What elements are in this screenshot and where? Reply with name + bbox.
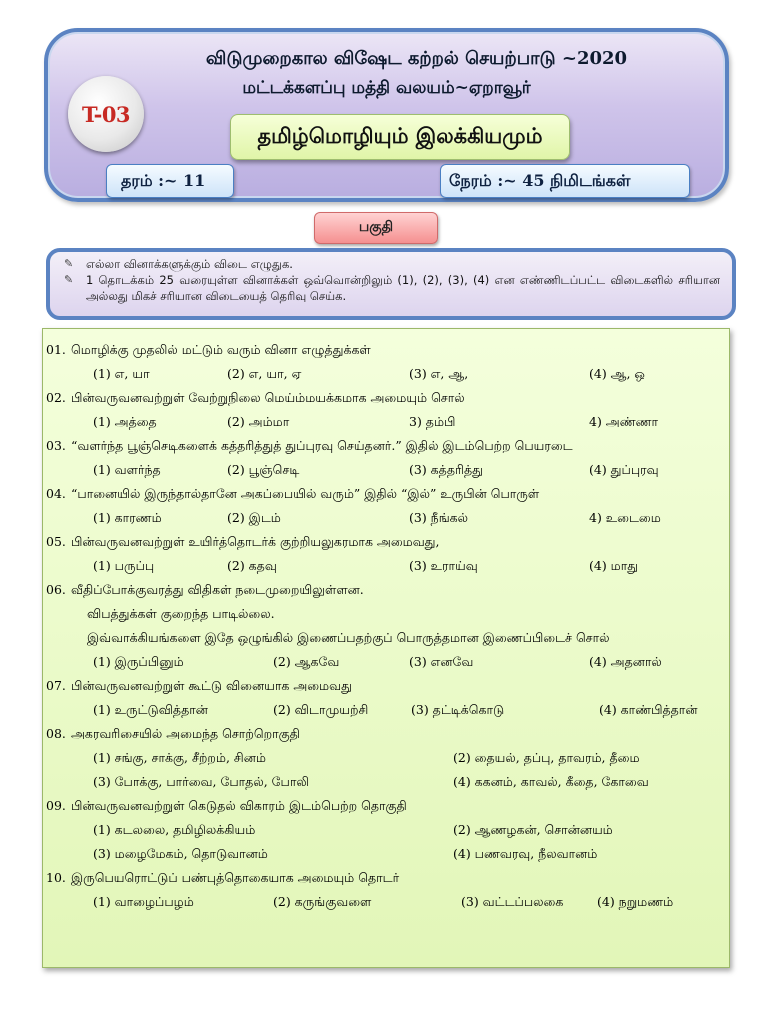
instruction-item	[64, 272, 720, 304]
instructions-box	[46, 248, 736, 320]
option[interactable]: (1) கடலலை, தமிழிலக்கியம்	[93, 822, 256, 837]
question-row	[43, 795, 729, 819]
option[interactable]: (1) வாழைப்பழம்	[93, 894, 194, 909]
options-row	[43, 747, 729, 771]
question-number: 08.	[46, 726, 66, 741]
question-number: 05.	[46, 534, 66, 549]
options-row	[43, 555, 729, 579]
option[interactable]: (4) மாது	[589, 558, 639, 573]
question-text: பின்வருவனவற்றுள் வேற்றுநிலை மெய்ம்மயக்கமாக அமையும் சொல்	[71, 390, 465, 405]
option[interactable]: (4) பணவரவு, நீலவானம்	[453, 846, 598, 861]
option[interactable]: (4) காண்பித்தான்	[599, 702, 698, 717]
question-row	[43, 435, 729, 459]
options-row	[43, 843, 729, 867]
option[interactable]: (3) எ, ஆ,	[409, 366, 469, 381]
question-text: அகரவரிசையில் அமைந்த சொற்றொகுதி	[71, 726, 300, 741]
question-text: “பானையில் இருந்தால்தானே அகப்பையில் வரும்” இதில் “இல்” உருபின் பொருள்	[71, 486, 540, 501]
option[interactable]: (2) அம்மா	[227, 414, 290, 429]
question-text: பின்வருவனவற்றுள் கூட்டு வினையாக அமைவது	[71, 678, 352, 693]
paper-code-badge: T-03	[68, 76, 144, 152]
header-title-line2: மட்டக்களப்பு மத்தி வலயம்~ஏறாவூர்	[242, 78, 531, 98]
option[interactable]: (2) கதவு	[227, 558, 277, 573]
subject-title: தமிழ்மொழியும் இலக்கியமும்	[230, 114, 570, 160]
question-number: 04.	[46, 486, 66, 501]
option[interactable]: (4) ககனம், காவல், கீதை, கோவை	[453, 774, 649, 789]
question-number: 10.	[46, 870, 66, 885]
question-continuation	[43, 603, 729, 627]
question-row	[43, 339, 729, 363]
option[interactable]: (2) விடாமுயற்சி	[273, 702, 369, 717]
question-text: “வளர்ந்த பூஞ்செடிகளைக் கத்தரித்துத் துப்புரவு செய்தனர்.” இதில் இடம்பெற்ற பெயரடை	[71, 438, 573, 453]
options-row	[43, 771, 729, 795]
option[interactable]: (2) ஆணழகன், சொன்னயம்	[453, 822, 613, 837]
options-row	[43, 699, 729, 723]
question-number: 03.	[46, 438, 66, 453]
question-text: வீதிப்போக்குவரத்து விதிகள் நடைமுறையிலுள்ளன.	[71, 582, 364, 597]
question-number: 07.	[46, 678, 66, 693]
option[interactable]: (4) துப்புரவு	[589, 462, 659, 477]
instruction-text: எல்லா வினாக்களுக்கும் விடை எழுதுக.	[86, 257, 293, 271]
question-text: பின்வருவனவற்றுள் கெடுதல் விகாரம் இடம்பெற்ற தொகுதி	[71, 798, 407, 813]
question-row	[43, 483, 729, 507]
option[interactable]: (1) அத்தை	[93, 414, 157, 429]
option[interactable]: (3) எனவே	[409, 654, 474, 669]
header-title-line1: விடுமுறைகால விஷேட கற்றல் செயற்பாடு ~2020	[205, 48, 628, 69]
option[interactable]: (3) உராய்வு	[409, 558, 478, 573]
option[interactable]: (3) போக்கு, பார்வை, போதல், போலி	[93, 774, 310, 789]
question-number: 02.	[46, 390, 66, 405]
option[interactable]: (3) வட்டப்பலகை	[461, 894, 564, 909]
question-row	[43, 387, 729, 411]
grade-label: தரம் :~ 11	[106, 164, 234, 198]
option[interactable]: (1) எ, யா	[93, 366, 150, 381]
question-number: 06.	[46, 582, 66, 597]
option[interactable]: (2) கருங்குவளை	[273, 894, 372, 909]
option[interactable]: (3) கத்தரித்து	[409, 462, 483, 477]
pencil-bullet-icon: ✎	[64, 273, 74, 286]
option[interactable]: (1) வளர்ந்த	[93, 462, 161, 477]
options-row	[43, 411, 729, 435]
questions-panel	[42, 328, 730, 968]
question-text-line: விபத்துக்கள் குறைந்த பாடில்லை.	[87, 606, 275, 621]
option[interactable]: (2) ஆகவே	[273, 654, 340, 669]
option[interactable]: (3) நீங்கல்	[409, 510, 469, 525]
option[interactable]: (1) பருப்பு	[93, 558, 155, 573]
question-row	[43, 723, 729, 747]
option[interactable]: (3) மழைமேகம், தொடுவானம்	[93, 846, 268, 861]
question-text: இருபெயரொட்டுப் பண்புத்தொகையாக அமையும் தொடர்	[71, 870, 400, 885]
option[interactable]: 4) உடைமை	[589, 510, 661, 525]
option[interactable]: (1) இருப்பினும்	[93, 654, 184, 669]
option[interactable]: (4) ஆ, ஒ	[589, 366, 645, 381]
options-row	[43, 459, 729, 483]
instruction-item	[64, 256, 720, 272]
option[interactable]: (2) தையல், தப்பு, தாவரம், தீமை	[453, 750, 640, 765]
option[interactable]: (2) இடம்	[227, 510, 281, 525]
question-row	[43, 579, 729, 603]
instruction-text: 1 தொடக்கம் 25 வரையுள்ள வினாக்கள் ஒவ்வொன்றிலும் (1), (2), (3), (4) என எண்ணிடப்பட்ட விடைகளில் சரியான அல்லது மிகச் சரியான விடையைத் தெரிவு செய்க.	[86, 273, 720, 303]
part-label: பகுதி	[314, 212, 438, 244]
option[interactable]: (1) காரணம்	[93, 510, 162, 525]
option[interactable]: (4) அதனால்	[589, 654, 662, 669]
option[interactable]: (1) சங்கு, சாக்கு, சீற்றம், சினம்	[93, 750, 266, 765]
option[interactable]: (2) எ, யா, ஏ	[227, 366, 302, 381]
options-row	[43, 891, 729, 915]
question-row	[43, 531, 729, 555]
options-row	[43, 363, 729, 387]
header-banner	[44, 28, 729, 202]
question-row	[43, 867, 729, 891]
options-row	[43, 819, 729, 843]
question-number: 01.	[46, 342, 66, 357]
option[interactable]: (4) நறுமணம்	[597, 894, 674, 909]
question-row	[43, 675, 729, 699]
question-text: மொழிக்கு முதலில் மட்டும் வரும் வினா எழுத்துக்கள்	[71, 342, 371, 357]
option[interactable]: 4) அண்ணா	[589, 414, 659, 429]
option[interactable]: (1) உருட்டுவித்தான்	[93, 702, 208, 717]
option[interactable]: (3) தட்டிக்கொடு	[411, 702, 505, 717]
option[interactable]: 3) தம்பி	[409, 414, 456, 429]
time-label: நேரம் :~ 45 நிமிடங்கள்	[440, 164, 690, 198]
options-row	[43, 651, 729, 675]
question-text: பின்வருவனவற்றுள் உயிர்த்தொடர்க் குற்றியலுகரமாக அமைவது,	[71, 534, 440, 549]
options-row	[43, 507, 729, 531]
option[interactable]: (2) பூஞ்செடி	[227, 462, 300, 477]
question-continuation	[43, 627, 729, 651]
pencil-bullet-icon: ✎	[64, 257, 74, 270]
question-text-line: இவ்வாக்கியங்களை இதே ஒழுங்கில் இணைப்பதற்குப் பொருத்தமான இணைப்பிடைச் சொல்	[87, 630, 610, 645]
question-number: 09.	[46, 798, 66, 813]
